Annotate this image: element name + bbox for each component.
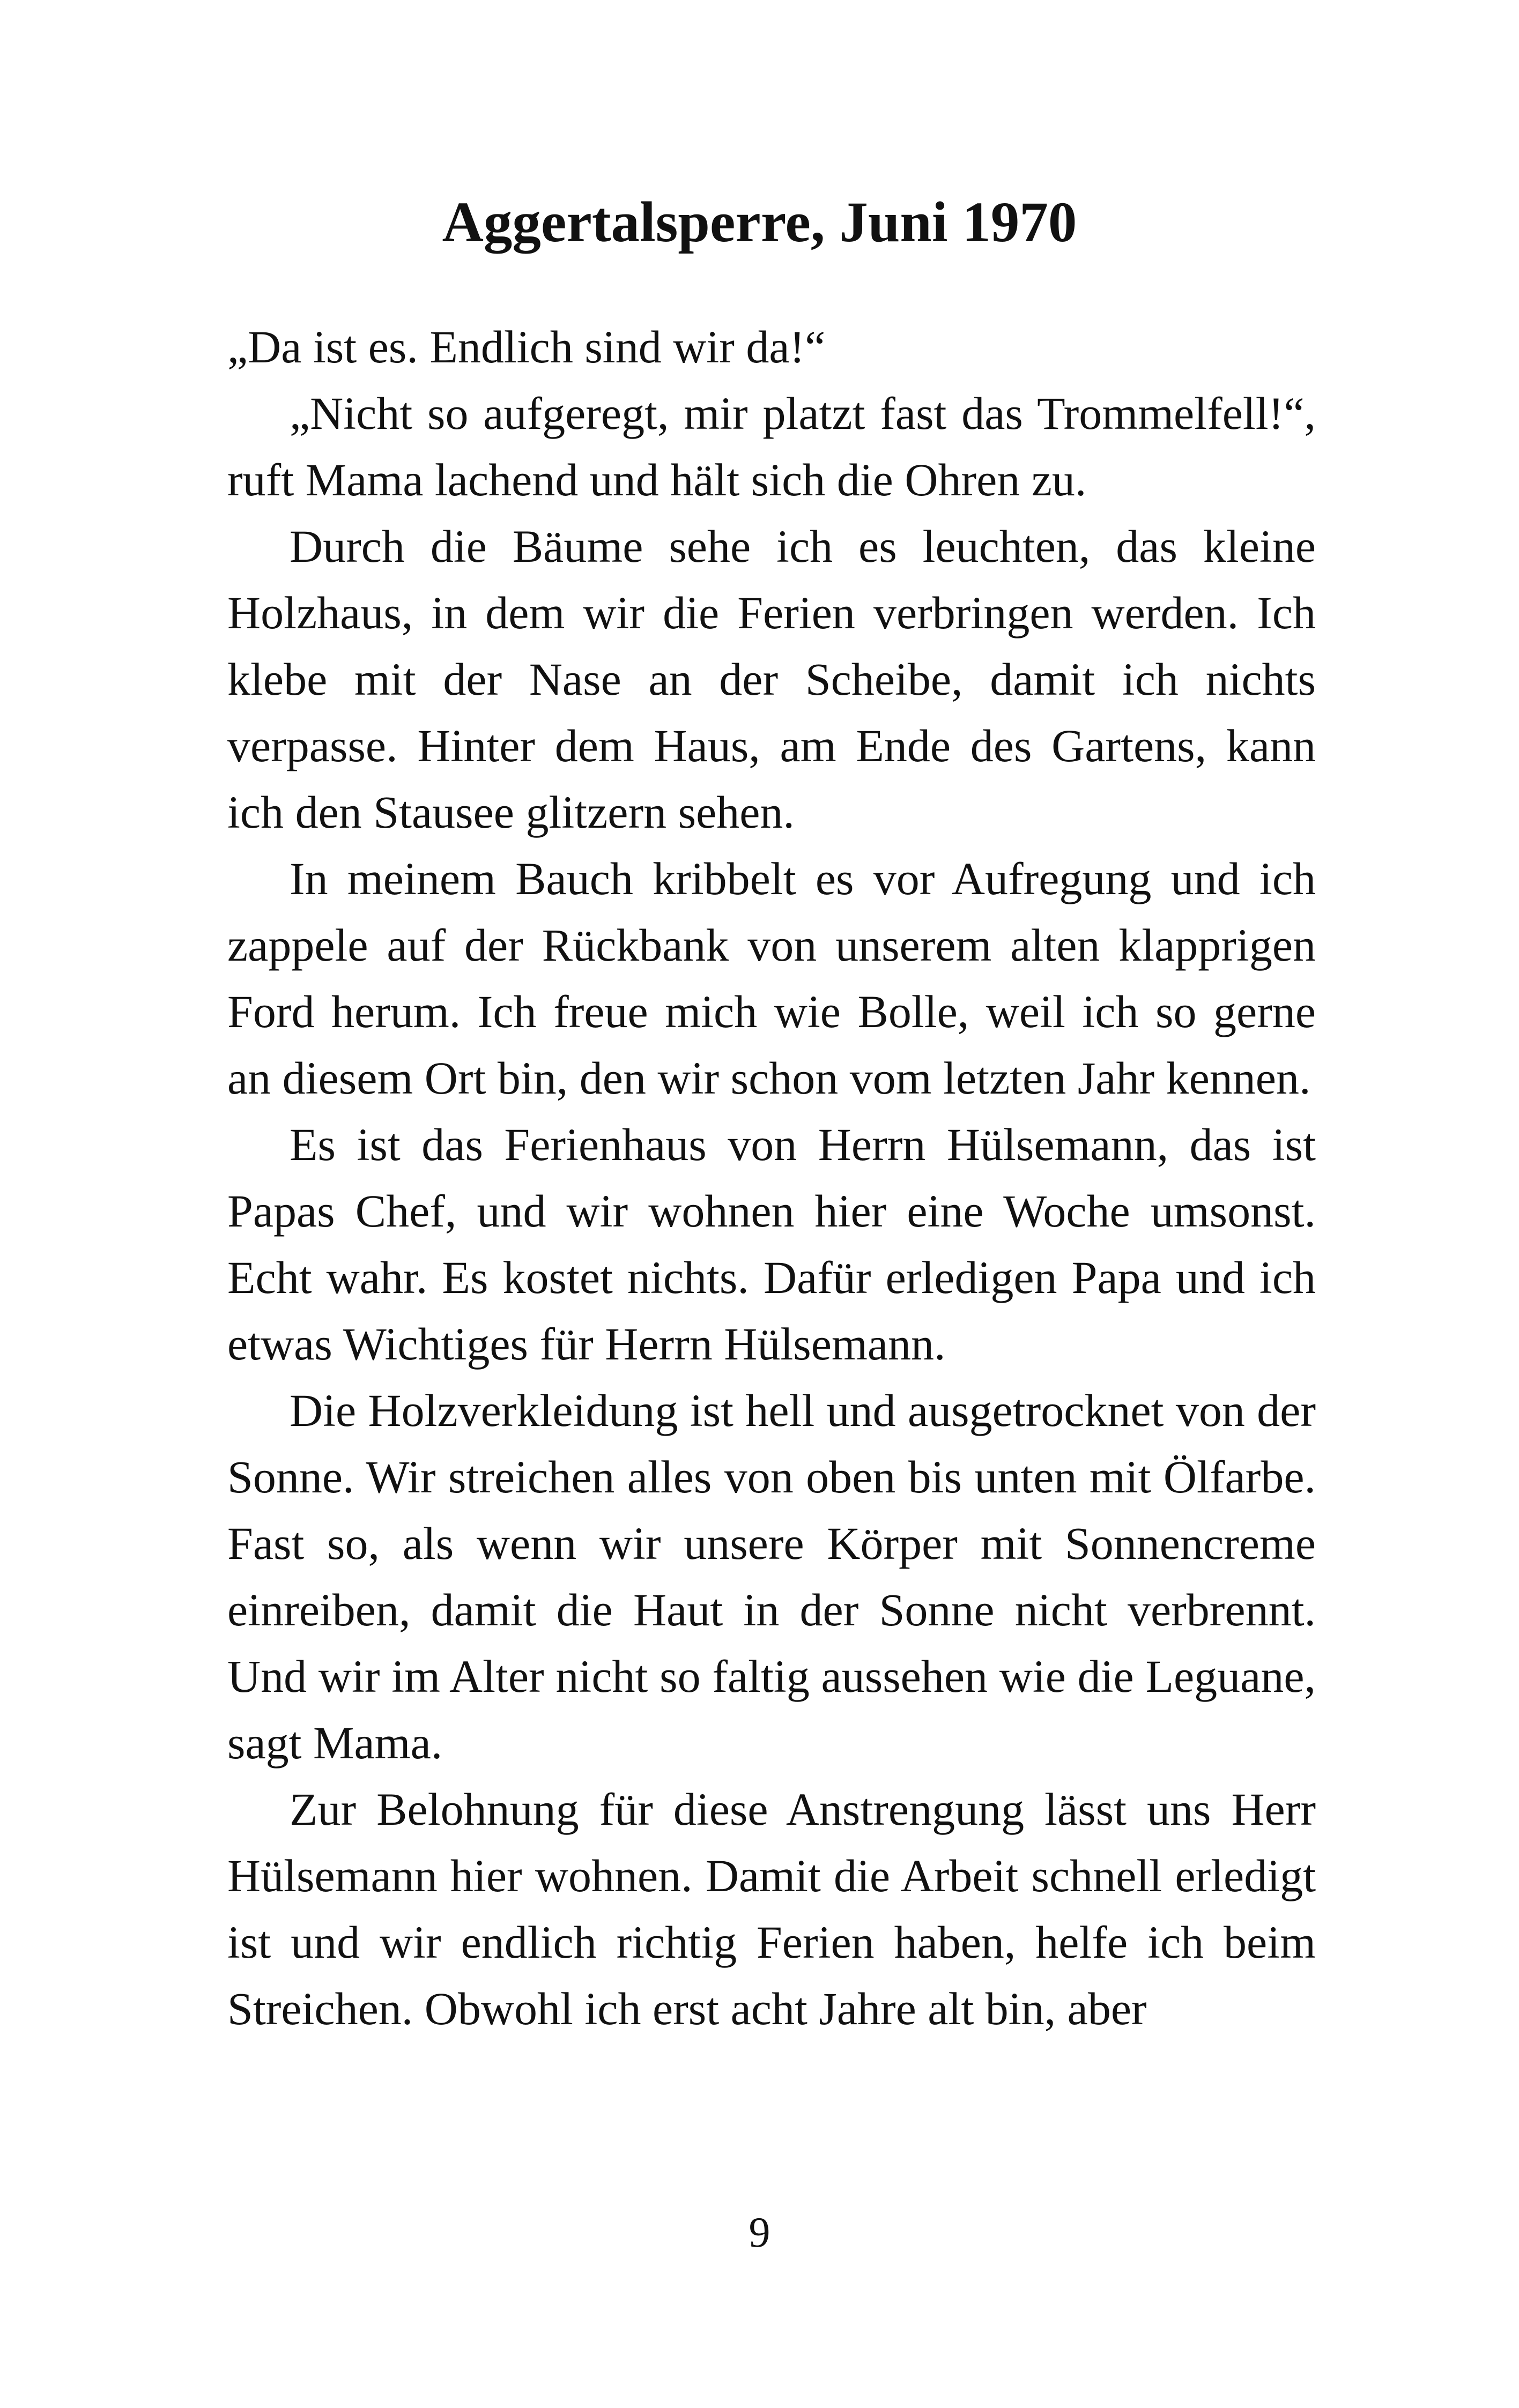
paragraph-5: Es ist das Ferienhaus von Herrn Hülsemann, das ist Papas Chef, und wir wohnen hier eine Woche umsonst. Echt wahr. Es kostet nichts. Dafür erledigen Papa und ich etwas Wichtiges für Herrn Hülsemann. (227, 1119, 1316, 1370)
page-number: 9 (749, 2209, 770, 2256)
paragraph-3: Durch die Bäume sehe ich es leuchten, das kleine Holzhaus, in dem wir die Ferien verbringen werden. Ich klebe mit der Nase an der Scheibe, damit ich nichts verpasse. Hinter dem Haus, am Ende des Gartens, kann ich den Stausee glitzern sehen. (227, 521, 1316, 838)
paragraph-7: Zur Belohnung für diese Anstrengung lässt uns Herr Hülsemann hier wohnen. Damit die Arbeit schnell erledigt ist und wir endlich richtig Ferien haben, helfe ich beim Streichen. Obwohl ich erst acht Jahre alt bin, aber (227, 1783, 1316, 2034)
chapter-title: Aggertalsperre, Juni 1970 (442, 191, 1077, 254)
paragraph-6: Die Holzverkleidung ist hell und ausgetrocknet von der Sonne. Wir streichen alles von oben bis unten mit Ölfarbe. Fast so, als wenn wir unsere Körper mit Sonnencreme einreiben, damit die Haut in der Sonne nicht verbrennt. Und wir im Alter nicht so faltig aussehen wie die Leguane, sagt Mama. (227, 1385, 1316, 1768)
paragraph-4: In meinem Bauch kribbelt es vor Aufregung und ich zappele auf der Rückbank von unserem alten klapprigen Ford herum. Ich freue mich wie Bolle, weil ich so gerne an diesem Ort bin, den wir schon vom letzten Jahr kennen. (227, 853, 1316, 1104)
paragraph-1: „Da ist es. Endlich sind wir da!“ (227, 321, 826, 373)
paragraph-2: „Nicht so aufgeregt, mir platzt fast das Trommelfell!“, ruft Mama lachend und hält sich die Ohren zu. (227, 388, 1316, 506)
body-text (227, 314, 1316, 2042)
